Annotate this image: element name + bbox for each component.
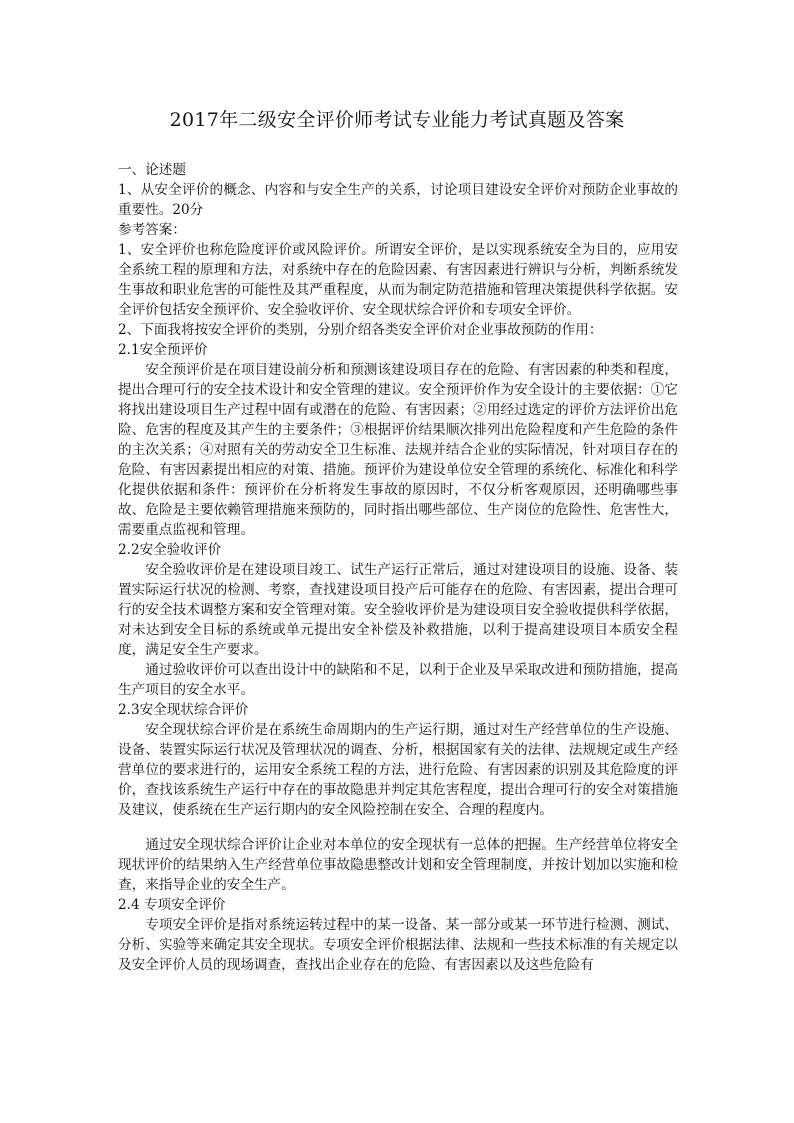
section-line: 2.3安全现状综合评价 bbox=[118, 702, 249, 718]
section-line: 2、下面我将按安全评价的类别，分别介绍各类安全评价对企业事故预防的作用： bbox=[118, 322, 603, 338]
body-paragraph: 安全验收评价是在建设项目竣工、试生产运行正常后，通过对建设项目的设施、设备、装置实际运行状况的检测、考察，查找建设项目投产后可能存在的危险、有害因素，提出合理可行的安全技术调整方案和安全管理对策。安全验收评价是为建设项目安全验收提供科学依据，对未达到安全目标的系统或单元提出安全补偿及补救措施，以利于提高建设项目本质安全程度，满足安全生产要求。 bbox=[118, 562, 678, 658]
body-paragraph: 通过安全现状综合评价让企业对本单位的安全现状有一总体的把握。生产经营单位将安全现状评价的结果纳入生产经营单位事故隐患整改计划和安全管理制度，并按计划加以实施和检查，来指导企业的安全生产。 bbox=[118, 837, 678, 893]
section-line: 1、安全评价也称危险度评价或风险评价。所谓安全评价，是以实现系统安全为目的，应用安全系统工程的原理和方法，对系统中存在的危险因素、有害因素进行辨识与分析，判断系统发生事故和职业危害的可能性及其严重程度，从而为制定防范措施和管理决策提供科学依据。安全评价包括安全预评价、安全验收评价、安全现状综合评价和专项安全评价。 bbox=[118, 242, 678, 318]
section-line: 一、论述题 bbox=[118, 162, 186, 178]
section-line: 2.4 专项安全评价 bbox=[118, 897, 226, 913]
section-line: 参考答案： bbox=[118, 222, 186, 238]
document-body bbox=[118, 160, 678, 975]
section-line: 2.1安全预评价 bbox=[118, 342, 208, 358]
body-paragraph: 安全现状综合评价是在系统生命周期内的生产运行期，通过对生产经营单位的生产设施、设备、装置实际运行状况及管理状况的调查、分析，根据国家有关的法律、法规规定或生产经营单位的要求进行的，运用安全系统工程的方法，进行危险、有害因素的识别及其危险度的评价，查找该系统生产运行中存在的事故隐患并判定其危害程度，提出合理可行的安全对策措施及建议，使系统在生产运行期内的安全风险控制在安全、合理的程度内。 bbox=[118, 722, 678, 818]
body-paragraph: 专项安全评价是指对系统运转过程中的某一设备、某一部分或某一环节进行检测、测试、分析、实验等来确定其安全现状。专项安全评价根据法律、法规和一些技术标准的有关规定以及安全评价人员的现场调查，查找出企业存在的危险、有害因素以及这些危险有 bbox=[118, 917, 678, 973]
document-title: 2017年二级安全评价师考试专业能力考试真题及答案 bbox=[169, 109, 625, 131]
body-paragraph: 通过验收评价可以查出设计中的缺陷和不足，以利于企业及早采取改进和预防措施，提高生产项目的安全水平。 bbox=[118, 662, 678, 698]
section-line: 2.2安全验收评价 bbox=[118, 542, 222, 558]
section-line: 1、从安全评价的概念、内容和与安全生产的关系，讨论项目建设安全评价对预防企业事故的重要性。20分 bbox=[118, 182, 678, 218]
body-paragraph: 安全预评价是在项目建设前分析和预测该建设项目存在的危险、有害因素的种类和程度，提出合理可行的安全技术设计和安全管理的建议。安全预评价作为安全设计的主要依据：①它将找出建设项目生产过程中固有或潜在的危险、有害因素；②用经过选定的评价方法评价出危险、危害的程度及其产生的主要条件；③根据评价结果顺次排列出危险程度和产生危险的条件的主次关系；④对照有关的劳动安全卫生标准、法规并结合企业的实际情况，针对项目存在的危险、有害因素提出相应的对策、措施。预评价为建设单位安全管理的系统化、标准化和科学化提供依据和条件：预评价在分析将发生事故的原因时，不仅分析客观原因，还明确哪些事故、危险是主要依赖管理措施来预防的，同时指出哪些部位、生产岗位的危险性、危害性大，需要重点监视和管理。 bbox=[118, 362, 678, 538]
